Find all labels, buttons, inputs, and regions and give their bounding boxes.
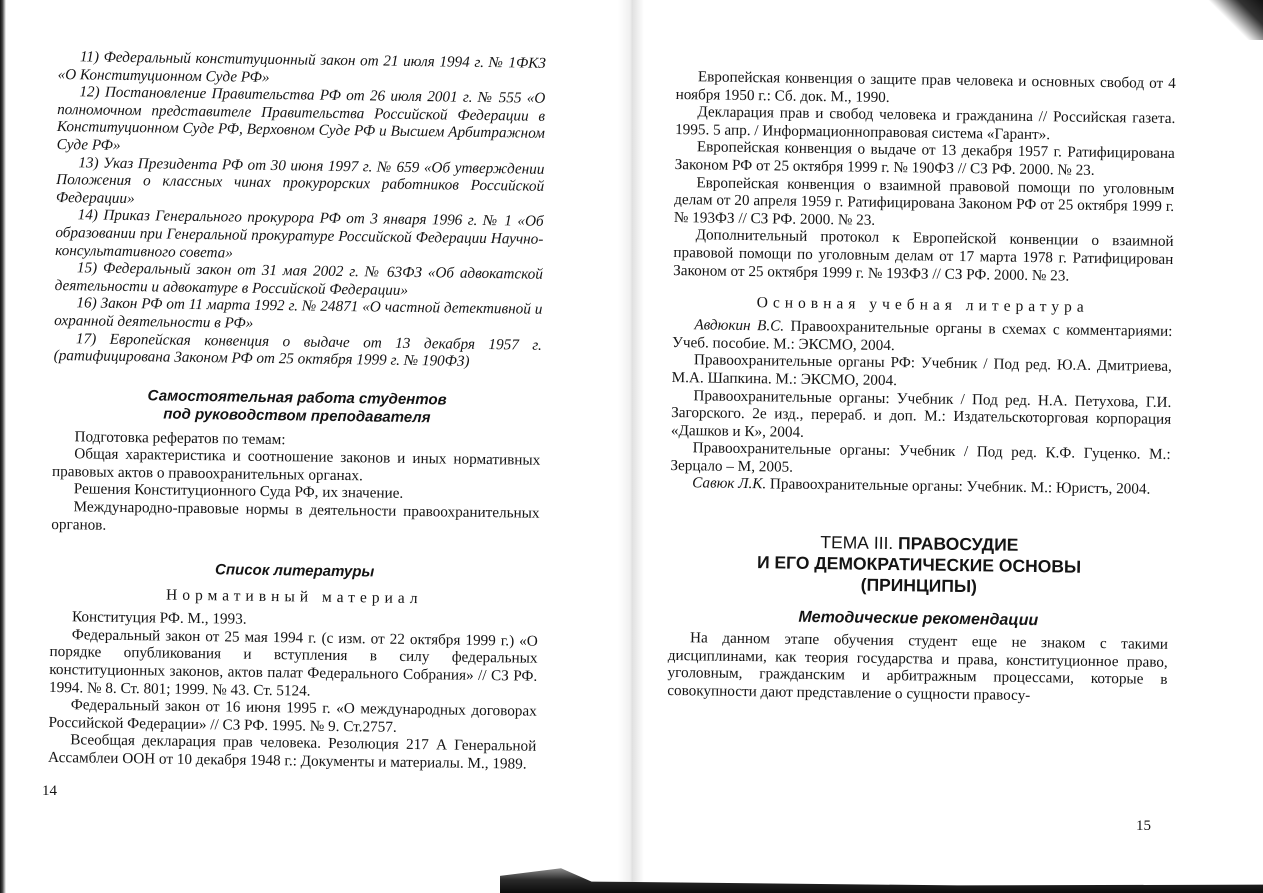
law-item-14: 14) Приказ Генерального прокурора РФ от 3 января 1996 г. № 1 «Об образовании при Генеральной прокуратуре Российской Федерации Научно-консультативного совета» [55, 206, 544, 261]
normative-item: Федеральный закон от 16 июня 1995 г. «О международных договорах Российской Федерации» // СЗ РФ. 1995. № 9. Ст.2757. [48, 696, 537, 736]
normative-item: Европейская конвенция о защите прав человека и основных свобод от 4 ноября 1950 г.: Сб. док. М., 1990. [675, 68, 1176, 106]
law-item-13: 13) Указ Президента РФ от 30 июня 1997 г. № 659 «Об утверждении Положения о классных чинах прокурорских работников Российской Федерации» [55, 153, 545, 207]
left-page-column [48, 48, 546, 773]
self-study-paragraph: Решения Конституционного Суда РФ, их значение. [73, 480, 404, 503]
normative-item: Конституция РФ. М., 1993. [71, 608, 247, 628]
topic-title-line1: ПРАВОСУДИЕ [897, 533, 1019, 555]
normative-item: Декларация прав и свобод человека и гражданина // Российская газета. 1995. 5 апр. / Информационноправовая система «Гарант». [675, 103, 1176, 144]
right-page [640, 0, 1263, 893]
literature-list-heading: Список литературы [214, 561, 375, 581]
self-study-paragraph: Подготовка рефератов по темам: [74, 427, 286, 448]
right-page-column [667, 68, 1176, 706]
law-item-12: 12) Постановление Правительства РФ от 26 июля 2001 г. № 555 «О полномочном представителе Правительства Российской Федерации в Конституционном Суде РФ, Верховном Суде РФ и Высшем Арбитражном Суде РФ» [56, 83, 546, 154]
literature-text: Правоохранительные органы: Учебник. М.: Юристъ, 2004. [766, 475, 1151, 499]
law-item-11: 11) Федеральный конституционный закон от 21 июля 1994 г. № 1ФКЗ «О Конституционном Суде РФ» [57, 48, 546, 86]
self-study-paragraph: Международно-правовые нормы в деятельности правоохранительных органов. [51, 498, 540, 534]
method-recommendations-heading: Методические рекомендации [798, 608, 1039, 630]
self-study-heading-line1: Самостоятельная работа студентов [147, 386, 447, 409]
topic-title-line2: И ЕГО ДЕМОКРАТИЧЕСКИЕ ОСНОВЫ [756, 552, 1082, 577]
normative-item: Федеральный закон от 25 мая 1994 г. (с изм. от 22 октября 1999 г.) «О порядке опубликования и вступления в силу федеральных конституционных законов, актов палат Федерального Собрания» // СЗ РФ. 1994. № 8. Ст. 801; 1999. № 43. Ст. 5124. [48, 626, 538, 700]
topic-number: ТЕМА III. [820, 532, 894, 554]
page-number-left: 14 [42, 783, 57, 799]
literature-text: Правоохранительные органы в схемах с комментариями: Учеб. пособие. М.: ЭКСМО, 2004. [672, 317, 1173, 354]
literature-item: Правоохранительные органы РФ: Учебник / Под ред. Ю.А. Дмитриева, М.А. Шапкина. М.: ЭКСМО, 2004. [671, 351, 1172, 390]
law-item-17: 17) Европейская конвенция о выдаче от 13 декабря 1957 г. (ратифицирована Законом РФ от 25 октября 1999 г. № 190ФЗ) [53, 329, 543, 370]
normative-item: Всеобщая декларация прав человека. Резолюция 217 А Генеральной Ассамблеи ООН от 10 декабря 1948 г.: Документы и материалы. М., 1989. [47, 731, 537, 773]
literature-item: Правоохранительные органы: Учебник / Под ред. Н.А. Петухова, Г.И. Загорского. 2е изд., перераб. и доп. М.: Издательскоторговая корпорация «Дашков и К», 2004. [670, 386, 1172, 441]
literature-author: Авдюкин В.С. [694, 316, 785, 335]
law-item-16: 16) Закон РФ от 11 марта 1992 г. № 24871 «О частной детективной и охранной деятельности в РФ» [54, 294, 543, 332]
normative-item: Дополнительный протокол к Европейской конвенции о взаимной правовой помощи по уголовным делам от 17 марта 1978 г. Ратифицирован Законом от 25 октября 1999 г. № 193ФЗ // СЗ РФ. 2000. № 23. [673, 226, 1174, 285]
normative-item: Европейская конвенция о взаимной правовой помощи по уголовным делам от 20 апреля 1959 г. Ратифицирована Законом РФ от 25 октября 1999 г. № 193ФЗ // СЗ РФ. 2000. № 23. [673, 173, 1175, 229]
normative-item: Европейская конвенция о выдаче от 13 декабря 1957 г. Ратифицирована Законом РФ от 25 октября 1999 г. № 190ФЗ // СЗ РФ. 2000. № 23. [674, 138, 1175, 179]
method-paragraph: На данном этапе обучения студент еще не знаком с такими дисциплинами, как теория государства и права, конституционное право, уголовным, гражданским и арбитражным процессами, которые в совокупности дают представление о сущности правосу- [667, 629, 1169, 704]
self-study-heading-line2: под руководством преподавателя [163, 405, 431, 426]
literature-item: Правоохранительные органы: Учебник / Под ред. К.Ф. Гуценко. М.: Зерцало – М, 2005. [670, 439, 1171, 476]
main-literature-heading: Основная учебная литература [756, 294, 1089, 316]
left-page [0, 0, 620, 893]
self-study-paragraph: Общая характеристика и соотношение законов и иных нормативных правовых актов о правоохранительных органах. [51, 445, 541, 485]
normative-material-subheading: Нормативный материал [165, 586, 423, 608]
topic-title-line3: (ПРИНЦИПЫ) [860, 574, 978, 597]
literature-author: Савюк Л.К. [692, 474, 767, 493]
law-item-15: 15) Федеральный закон от 31 мая 2002 г. № 63ФЗ «Об адвокатской деятельности и адвокатуре в Российской Федерации» [54, 259, 544, 299]
page-number-right: 15 [1136, 818, 1151, 834]
